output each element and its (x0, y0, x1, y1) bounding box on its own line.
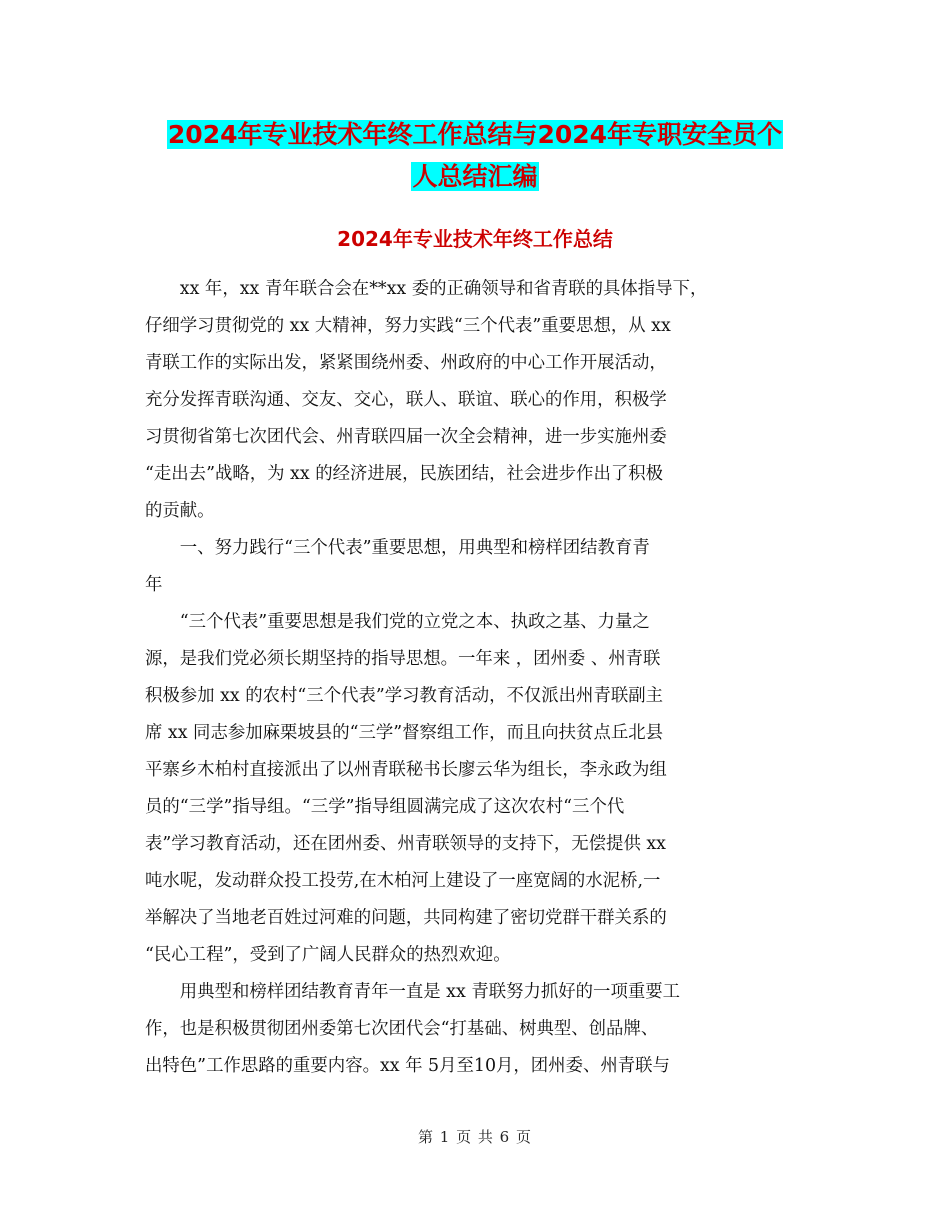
body-line: 习贯彻省第七次团代会、州青联四届一次全会精神，进一步实施州委 (145, 427, 667, 447)
body-text (145, 271, 835, 1085)
page-number-footer: 第 1 页 共 6 页 (418, 1128, 532, 1146)
body-line: “民心工程”，受到了广阔人民群众的热烈欢迎。 (145, 945, 511, 965)
body-line: 仔细学习贯彻党的 xx 大精神，努力实践“三个代表”重要思想，从 xx (145, 316, 671, 336)
document-title-line-1 (0, 115, 950, 151)
body-line: 的贡献。 (145, 501, 215, 521)
document-title-line-2 (0, 157, 950, 193)
body-line: “走出去”战略，为 xx 的经济进展，民族团结，社会进步作出了积极 (145, 464, 664, 484)
document-title-line-1-text: 2024年专业技术年终工作总结与2024年专职安全员个 (167, 120, 783, 149)
body-line: 员的“三学”指导组。“三学”指导组圆满完成了这次农村“三个代 (145, 797, 625, 817)
body-line: 举解决了当地老百姓过河难的问题，共同构建了密切党群干群关系的 (145, 908, 667, 928)
body-line: 平寨乡木柏村直接派出了以州青联秘书长廖云华为组长，李永政为组 (145, 760, 667, 780)
document-title-line-2-text: 人总结汇编 (412, 162, 538, 191)
body-line: 年 (145, 575, 163, 595)
body-line: 源，是我们党必须长期坚持的指导思想。一年来 ，团州委 、州青联 (145, 649, 661, 669)
body-line: 积极参加 xx 的农村“三个代表”学习教育活动，不仅派出州青联副主 (145, 686, 664, 706)
section-heading: 2024年专业技术年终工作总结 (337, 227, 613, 251)
body-line: 出特色”工作思路的重要内容。xx 年 5月至10月，团州委、州青联与 (145, 1056, 670, 1076)
body-line: 作，也是积极贯彻团州委第七次团代会“打基础、树典型、创品牌、 (145, 1019, 659, 1039)
body-line: 充分发挥青联沟通、交友、交心，联人、联谊、联心的作用，积极学 (145, 390, 667, 410)
body-line: 表”学习教育活动，还在团州委、州青联领导的支持下，无偿提供 xx (145, 834, 666, 854)
body-line: 席 xx 同志参加麻栗坡县的“三学”督察组工作，而且向扶贫点丘北县 (145, 723, 664, 743)
body-line: 一、努力践行“三个代表”重要思想，用典型和榜样团结教育青 (145, 538, 650, 558)
body-line: 用典型和榜样团结教育青年一直是 xx 青联努力抓好的一项重要工 (145, 982, 681, 1002)
body-line: 青联工作的实际出发，紧紧围绕州委、州政府的中心工作开展活动， (145, 353, 667, 373)
body-line: xx 年，xx 青年联合会在**xx 委的正确领导和省青联的具体指导下， (145, 279, 708, 299)
body-line: “三个代表”重要思想是我们党的立党之本、执政之基、力量之 (145, 612, 650, 632)
body-line: 吨水呢，发动群众投工投劳,在木柏河上建设了一座宽阔的水泥桥,一 (145, 871, 661, 891)
